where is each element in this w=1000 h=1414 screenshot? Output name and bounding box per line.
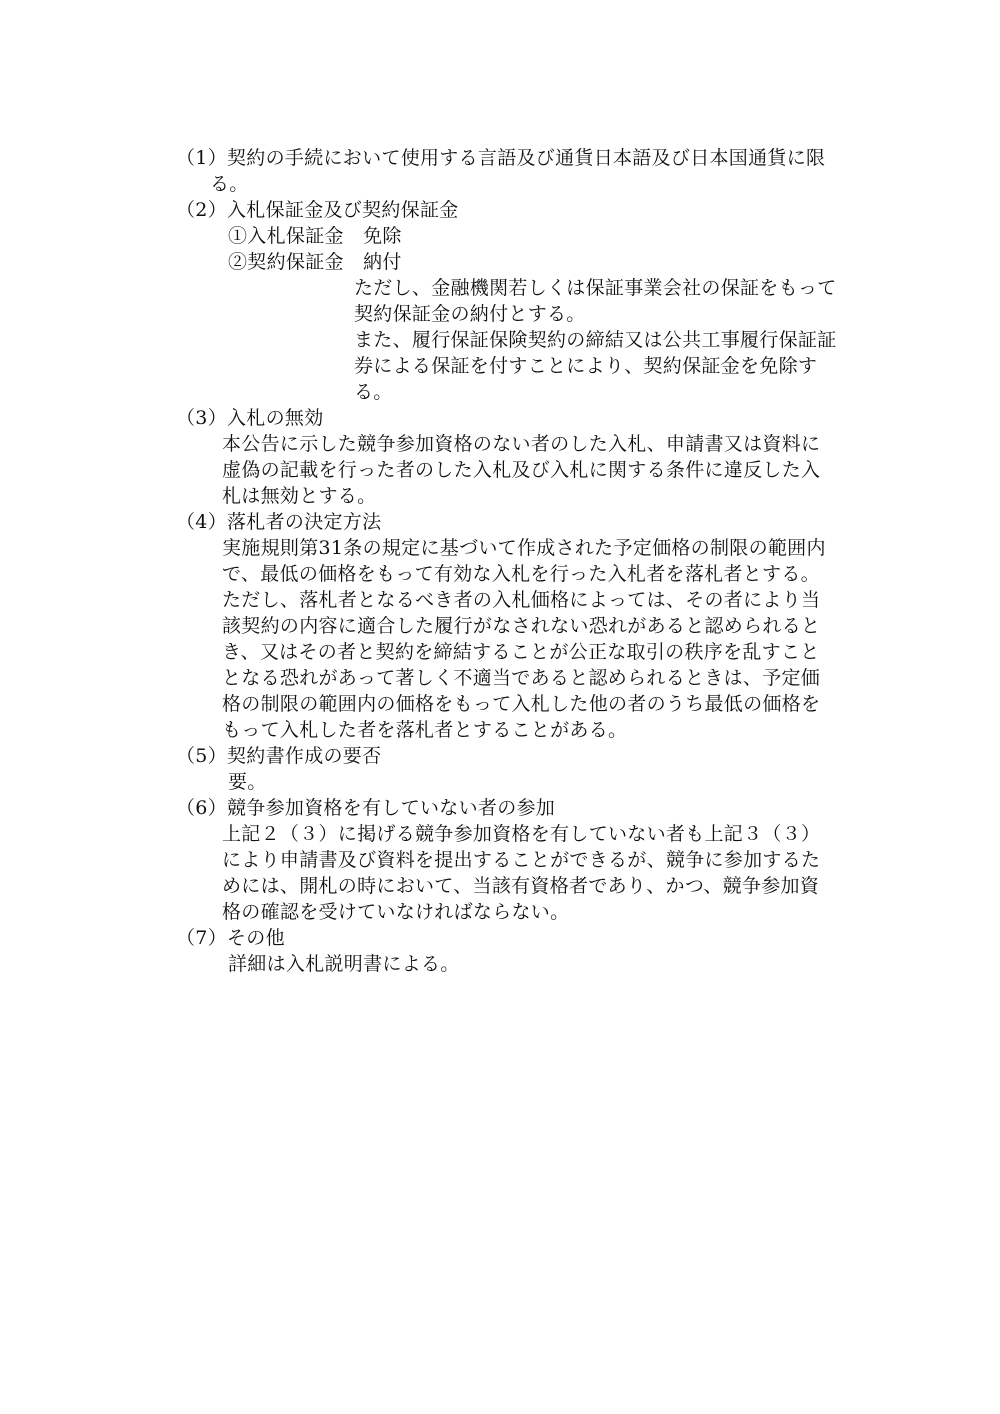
contract-bond-item: ②契約保証金 納付 <box>228 251 402 273</box>
section-1-heading: （1）契約の手続において使用する言語及び通貨日本語及び日本国通貨に限 <box>176 147 826 169</box>
section-3-heading: （3）入札の無効 <box>176 407 324 429</box>
section-1-heading-cont: る。 <box>210 173 249 195</box>
section-4-body-line: ただし、落札者となるべき者の入札価格によっては、その者により当 <box>222 589 821 611</box>
contract-bond-note-line: また、履行保証保険契約の締結又は公共工事履行保証証 <box>354 329 837 351</box>
section-4-heading: （4）落札者の決定方法 <box>176 511 382 533</box>
contract-bond-note-line: 契約保証金の納付とする。 <box>354 303 586 325</box>
section-4-body-line: 該契約の内容に適合した履行がなされない恐れがあると認められると <box>222 615 821 637</box>
section-4-body-line: で、最低の価格をもって有効な入札を行った入札者を落札者とする。 <box>222 563 820 585</box>
section-2-heading: （2）入札保証金及び契約保証金 <box>176 199 459 221</box>
contract-bond-note-line: る。 <box>354 381 393 403</box>
section-4-body-line: 格の制限の範囲内の価格をもって入札した他の者のうち最低の価格を <box>222 693 821 715</box>
section-7-heading: （7）その他 <box>176 927 285 949</box>
contract-bond-note-line: 券による保証を付すことにより、契約保証金を免除す <box>354 355 818 377</box>
section-6-body-line: 格の確認を受けていなければならない。 <box>222 901 570 923</box>
section-4-body-line: となる恐れがあって著しく不適当であると認められるときは、予定価 <box>222 667 821 689</box>
section-6-body-line: 上記２（３）に掲げる競争参加資格を有していない者も上記３（３） <box>222 823 821 845</box>
section-3-body-line: 虚偽の記載を行った者のした入札及び入札に関する条件に違反した入 <box>222 459 821 481</box>
section-4-body-line: もって入札した者を落札者とすることがある。 <box>222 719 628 741</box>
contract-bond-note-line: ただし、金融機関若しくは保証事業会社の保証をもって <box>354 277 837 299</box>
section-6-heading: （6）競争参加資格を有していない者の参加 <box>176 797 556 819</box>
section-6-body-line: により申請書及び資料を提出することができるが、競争に参加するた <box>222 849 821 871</box>
section-5-heading: （5）契約書作成の要否 <box>176 745 382 767</box>
section-6-body-line: めには、開札の時において、当該有資格者であり、かつ、競争参加資 <box>222 875 820 897</box>
section-5-body: 要。 <box>228 771 267 793</box>
section-4-body-line: き、又はその者と契約を締結することが公正な取引の秩序を乱すこと <box>222 641 820 663</box>
section-7-body: 詳細は入札説明書による。 <box>228 953 460 975</box>
bid-bond-item: ①入札保証金 免除 <box>228 225 402 247</box>
section-4-body-line: 実施規則第31条の規定に基づいて作成された予定価格の制限の範囲内 <box>222 537 826 559</box>
section-3-body-line: 本公告に示した競争参加資格のない者のした入札、申請書又は資料に <box>222 433 821 455</box>
section-3-body-line: 札は無効とする。 <box>222 485 377 507</box>
